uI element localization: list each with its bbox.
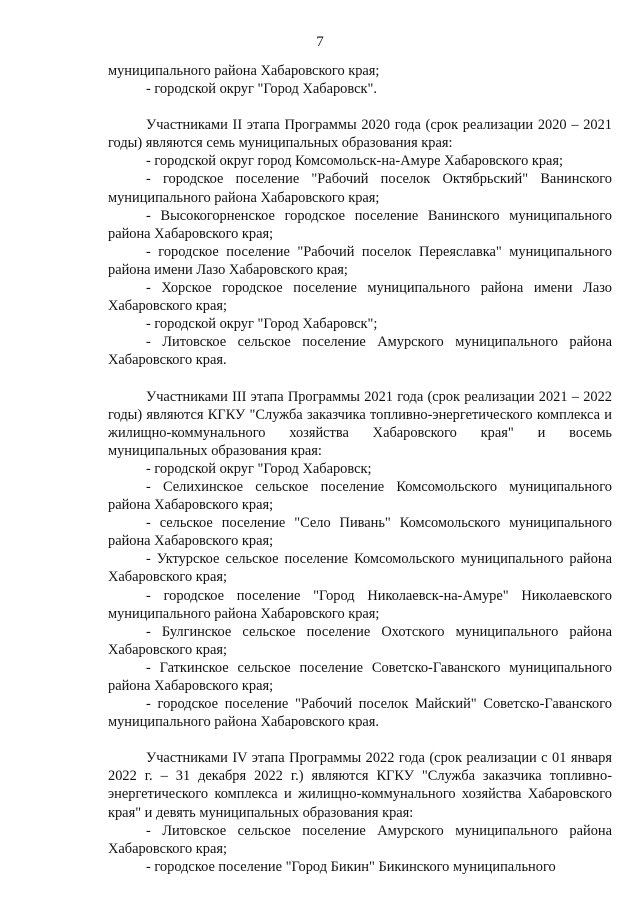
paragraph-gap — [108, 98, 612, 116]
paragraph-gap — [108, 370, 612, 388]
document-paragraph: - Селихинское сельское поселение Комсомольского муниципального района Хабаровского края; — [108, 478, 612, 514]
document-paragraph: - Уктурское сельское поселение Комсомольского муниципального района Хабаровского края; — [108, 551, 612, 586]
page-number: 7 — [316, 34, 324, 50]
document-paragraph: - городское поселение "Рабочий поселок Майский" Советско-Гаванского муниципального района Хабаровского края. — [108, 696, 612, 731]
document-paragraph: - Гаткинское сельское поселение Советско-Гаванского муниципального района Хабаровского края; — [108, 659, 612, 694]
document-paragraph: - городское поселение "Рабочий поселок Октябрьский" Ванинского муниципального района Хабаровского края; — [108, 171, 612, 206]
paragraph-gap — [108, 731, 612, 749]
document-paragraph: - городское поселение "Город Бикин" Бикинского муниципального — [146, 858, 556, 875]
document-paragraph: - городское поселение "Рабочий поселок Переяславка" муниципального района имени Лазо Хабаровского края; — [108, 243, 612, 278]
document-paragraph: - городской округ "Город Хабаровск". — [146, 81, 377, 98]
document-paragraph: Участниками IV этапа Программы 2022 года (срок реализации с 01 января 2022 г. – 31 декабря 2022 г.) являются КГКУ "Служба заказчика топливно-энергетического комплекса и жилищно-коммунального хозяйства Хабаровского края" и девять муниципальных образования края: — [108, 750, 612, 821]
document-paragraph: - Булгинское сельское поселение Охотского муниципального района Хабаровского края; — [108, 623, 612, 658]
document-paragraph: муниципального района Хабаровского края; — [108, 63, 380, 79]
document-paragraph: - Литовское сельское поселение Амурского муниципального района Хабаровского края. — [108, 334, 612, 369]
document-paragraph: - сельское поселение "Село Пивань" Комсомольского муниципального района Хабаровского края; — [108, 515, 612, 550]
document-paragraph: Участниками II этапа Программы 2020 года (срок реализации 2020 – 2021 годы) являются семь муниципальных образования края: — [108, 117, 612, 152]
document-paragraph: Участниками III этапа Программы 2021 года (срок реализации 2021 – 2022 годы) являются КГКУ "Служба заказчика топливно-энергетического комплекса и жилищно-коммунального хозяйства Хабаровского края" и восемь муниципальных образования края: — [108, 388, 612, 459]
document-body — [108, 62, 612, 876]
document-paragraph: - городской округ "Город Хабаровск"; — [146, 316, 378, 333]
document-paragraph: - Хорское городское поселение муниципального района имени Лазо Хабаровского края; — [108, 280, 612, 315]
document-paragraph: - городское поселение "Город Николаевск-на-Амуре" Николаевского муниципального района Хабаровского края; — [108, 587, 612, 622]
document-paragraph: - Высокогорненское городское поселение Ванинского муниципального района Хабаровского края; — [108, 207, 612, 242]
document-paragraph: - городской округ город Комсомольск-на-Амуре Хабаровского края; — [146, 153, 564, 170]
document-paragraph: - городской округ "Город Хабаровск; — [146, 460, 372, 477]
document-paragraph: - Литовское сельское поселение Амурского муниципального района Хабаровского края; — [108, 822, 612, 857]
